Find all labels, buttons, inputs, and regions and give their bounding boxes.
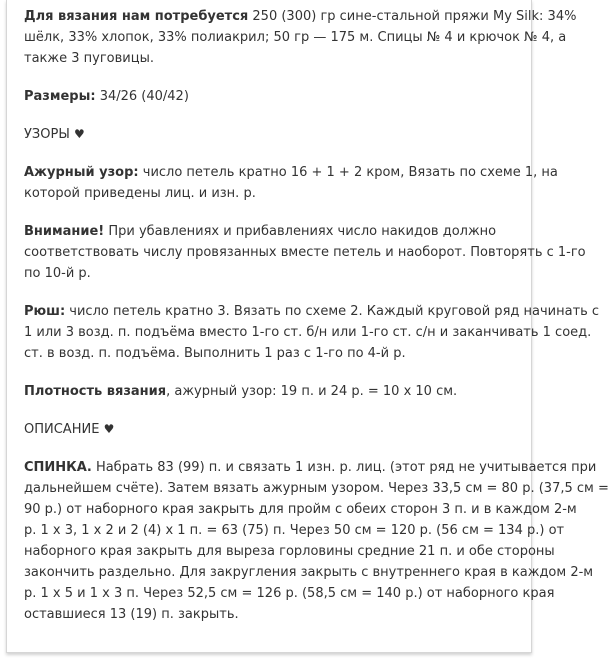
sizes-text: 34/26 (40/42) [95, 89, 189, 104]
lace-text-line: которой приведены лиц. и изн. р. [24, 186, 256, 201]
ruffle-text-line: ст. в возд. п. подъёма. Выполнить 1 раз с 1-го по 4-й р. [24, 346, 406, 361]
ruffle-text-line: число петель кратно 3. Вязать по схеме 2. Каждый круговой ряд начинать с [65, 304, 600, 319]
back-text-line: наборного края закрыть для выреза горловины средние 21 п. и обе стороны [24, 544, 555, 559]
attention-text-line: по 10-й р. [24, 266, 91, 281]
back-text-line: закончить раздельно. Для закругления закрыть с внутреннего края в каждом 2-м [24, 565, 594, 580]
back-text-line: Набрать 83 (99) п. и связать 1 изн. р. лиц. (этот ряд не учитывается при [91, 460, 597, 475]
heart-icon: ♥ [73, 127, 85, 141]
density-paragraph [24, 381, 564, 402]
back-text-line: дальнейшем счёте). Затем вязать ажурным узором. Через 33,5 см = 80 р. (37,5 см = [24, 481, 609, 496]
materials-label: Для вязания нам потребуется [24, 9, 249, 24]
heart-icon: ♥ [103, 422, 115, 436]
materials-paragraph [24, 6, 577, 69]
back-text-line: оставшиеся 13 (19) п. закрыть. [24, 607, 239, 622]
attention-text-line: соответствовать числу провязанных вместе петель и наоборот. Повторять с 1-го [24, 245, 586, 260]
back-paragraph [24, 457, 609, 625]
back-text-line: 90 р.) от наборного края закрыть для пройм с обеих сторон 3 п. и в каждом 2-м [24, 502, 577, 517]
density-label: Плотность вязания [24, 384, 167, 399]
lace-label: Ажурный узор: [24, 165, 139, 180]
description-heading-text: ОПИСАНИЕ [24, 422, 100, 437]
density-text: , ажурный узор: 19 п. и 24 р. = 10 х 10 см. [166, 384, 458, 399]
description-heading [24, 419, 564, 440]
patterns-heading [24, 124, 564, 145]
attention-text-line: При убавлениях и прибавлениях число накидов должно [104, 224, 497, 239]
sizes-paragraph [24, 86, 564, 107]
materials-text-line: 250 (300) гр сине-стальной пряжи My Silk: 34% [248, 9, 577, 24]
materials-text-line: также 3 пуговицы. [24, 51, 154, 66]
ruffle-paragraph [24, 301, 600, 364]
article-body [24, 6, 609, 642]
back-text-line: р. 1 х 5 и 1 х 3 п. Через 52,5 см = 126 р. (58,5 см = 140 р.) от наборного края [24, 586, 555, 601]
article-card [6, 0, 609, 653]
ruffle-label: Рюш: [24, 304, 66, 319]
sizes-label: Размеры: [24, 89, 96, 104]
attention-label: Внимание! [24, 224, 105, 239]
materials-text-line: шёлк, 33% хлопок, 33% полиакрил; 50 гр — 175 м. Спицы № 4 и крючок № 4, а [24, 30, 567, 45]
back-text-line: р. 1 х 3, 1 х 2 и 2 (4) х 1 п. = 63 (75) п. Через 50 см = 120 р. (56 см = 134 р.) от [24, 523, 565, 538]
lace-pattern-paragraph [24, 162, 564, 204]
ruffle-text-line: 1 или 3 возд. п. подъёма вместо 1-го ст. б/н или 1-го ст. с/н и заканчивать 1 соед. [24, 325, 592, 340]
lace-text-line: число петель кратно 16 + 1 + 2 кром, Вязать по схеме 1, на [138, 165, 558, 180]
patterns-heading-text: УЗОРЫ [24, 127, 70, 142]
attention-paragraph [24, 221, 586, 284]
back-label: СПИНКА. [24, 460, 92, 475]
